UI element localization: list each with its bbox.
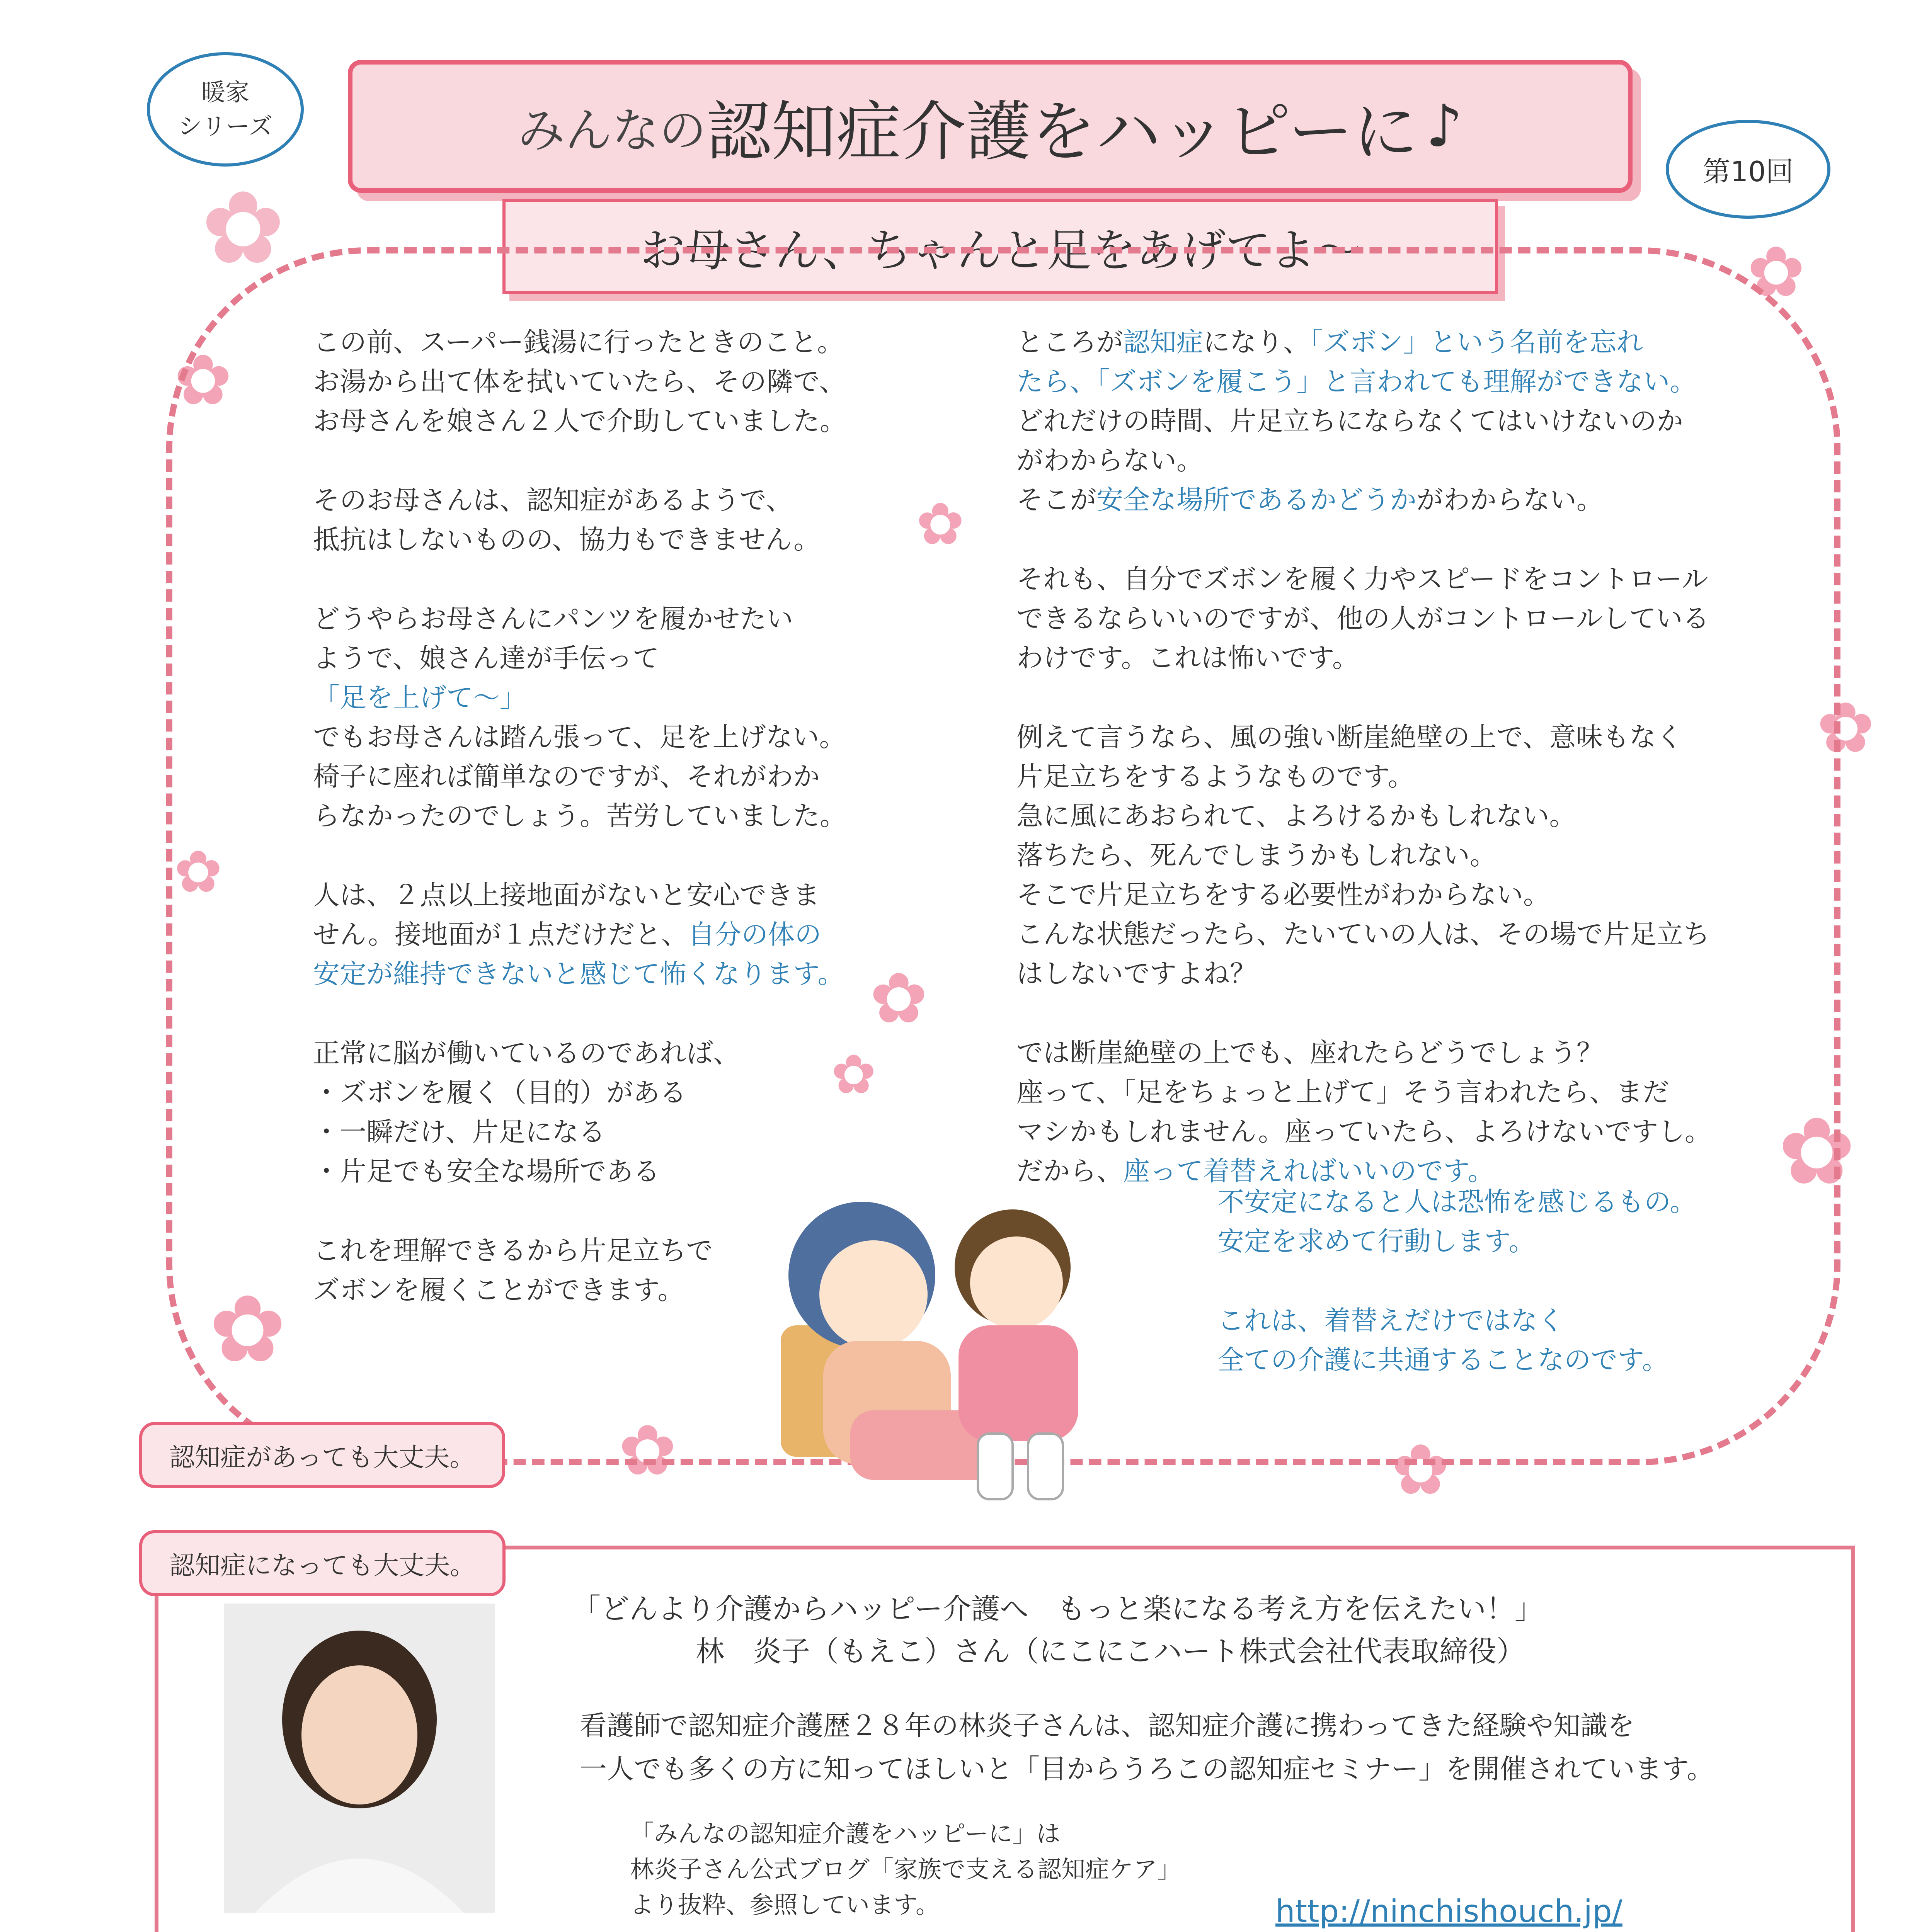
page-title — [348, 60, 1633, 193]
caregiver-leg-shape — [1028, 1434, 1063, 1499]
blossom-icon: ✿ — [209, 1275, 287, 1383]
series-line1: 暖家 — [201, 78, 249, 106]
elder-face-shape — [819, 1240, 928, 1349]
author-photo — [224, 1604, 495, 1913]
blossom-icon: ✿ — [916, 491, 965, 558]
highlight-text: 安定が維持できないと感じて怖くなります。 — [313, 959, 844, 990]
article-right-column — [1016, 323, 1786, 1231]
paragraph: 人は、２点以上接地面がないと安心できま せん。接地面が１点だけだと、自分の体の 安定が維持できないと感じて怖くなります。 — [313, 880, 844, 990]
blossom-icon: ✿ — [870, 958, 928, 1039]
cherry-tree-icon: ✿ — [201, 170, 285, 287]
highlight-text: 自分の体の — [688, 919, 822, 950]
author-bio: 看護師で認知症介護歴２８年の林炎子さんは、認知症介護に携わってきた経験や知識を 一人でも多くの方に知ってほしいと「目からうろこの認知症セミナー」を開催されています。 — [580, 1710, 1714, 1785]
blossom-icon: ✿ — [618, 1410, 677, 1491]
paragraph: ところが認知症になり、「ズボン」という名前を忘れ たら、「ズボンを履こう」と言われても理解ができない。 どれだけの時間、片足立ちにならなくてはいけないのか がわからない。 そこが安全な場所であるかどうかがわからない。 — [1016, 327, 1697, 515]
tag-text: 認知症になっても大丈夫。 — [169, 1551, 475, 1580]
blossom-icon: ✿ — [174, 340, 232, 421]
caregiver-body-shape — [958, 1325, 1078, 1441]
highlight-text: たら、「ズボンを履こう」と言われても理解ができない。 — [1016, 366, 1697, 397]
title-prefix: みんなの — [518, 103, 707, 158]
paragraph: 不安定になると人は恐怖を感じるもの。 安定を求めて行動します。 — [1217, 1187, 1697, 1257]
paragraph: では断崖絶壁の上でも、座れたらどうでしょう？ 座って、「足をちょっと上げて」そう言われたら、まだ マシかもしれません。座っていたら、よろけないですし。 だから、座って着替えればいいのです。 — [1016, 1037, 1712, 1187]
series-line2: シリーズ — [178, 112, 273, 140]
paragraph: 例えて言うなら、風の強い断崖絶壁の上で、意味もなく 片足立ちをするようなものです。 急に風にあおられて、よろけるかもしれない。 落ちたら、死んでしまうかもしれない。 そこで片足立ちをする必要性がわからない。 こんな状態だったら、たいていの人は、その場で片足立ち はしないですよね？ — [1016, 722, 1710, 989]
caregiver-face-shape — [970, 1236, 1063, 1329]
paragraph: この前、スーパー銭湯に行ったときのこと。 お湯から出て体を拭いていたら、その隣で、 お母さんを娘さん２人で介助していました。 — [313, 327, 846, 437]
blossom-icon: ✿ — [1391, 1430, 1450, 1510]
blossom-icon: ✿ — [831, 1043, 877, 1106]
reassurance-tag — [139, 1530, 506, 1596]
issue-badge — [1666, 120, 1830, 219]
paragraph: どうやらお母さんにパンツを履かせたい ようで、娘さん達が手伝って 「足を上げて～」 でもお母さんは踏ん張って、足を上げない。 椅子に座れば簡単なのですが、それがわか らなかったのでしょう。苦労していました。 — [313, 604, 846, 832]
title-main: 認知症介護をハッピーに — [706, 94, 1418, 170]
caregiver-illustration — [734, 1179, 1217, 1511]
paragraph: これは、着替えだけではなく 全ての介護に共通することなのです。 — [1217, 1305, 1669, 1376]
caregiver-leg-shape — [978, 1434, 1013, 1499]
blossom-icon: ✿ — [1817, 688, 1875, 769]
music-note-icon: ♪ — [1425, 93, 1463, 160]
highlight-text: 安全な場所であるかどうか — [1096, 485, 1416, 515]
highlight-text: 認知症 — [1123, 327, 1203, 358]
highlight-text: 座って着替えればいいのです。 — [1123, 1156, 1495, 1187]
issue-number: 第10回 — [1702, 155, 1794, 188]
paragraph: 正常に脳が働いているのであれば、 ・ズボンを履く（目的）がある ・一瞬だけ、片足になる ・片足でも安全な場所である — [313, 1038, 740, 1187]
portrait-image — [224, 1604, 495, 1913]
blossom-icon: ✿ — [1778, 1097, 1856, 1206]
author-quote: 「どんより介護からハッピー介護へ もっと楽になる考え方を伝えたい！」 — [572, 1592, 1544, 1626]
tag-text: 認知症があっても大丈夫。 — [169, 1442, 475, 1472]
blossom-icon: ✿ — [174, 838, 223, 906]
author-name: 林 炎子（もえこ）さん（にこにこハート株式会社代表取締役） — [696, 1635, 1525, 1668]
blossom-icon: ✿ — [1747, 232, 1805, 313]
highlight-text: 「ズボン」という名前を忘れ — [1310, 327, 1643, 358]
source-note: 「みんなの認知症介護をハッピーに」は 林炎子さん公式ブログ「家族で支える認知症ケア」 より抜粋、参照しています。 — [630, 1820, 1182, 1919]
blog-link[interactable]: http://ninchishouch.jp/ — [1275, 1893, 1622, 1929]
paragraph: それも、自分でズボンを履く力やスピードをコントロール できるならいいのですが、他の人がコントロールしている わけです。これは怖いです。 — [1016, 564, 1709, 673]
paragraph: そのお母さんは、認知症があるようで、 抵抗はしないものの、協力もできません。 — [313, 485, 821, 555]
reassurance-tag — [139, 1422, 505, 1488]
subtitle-text: お母さん、ちゃんと足をあげてよ～ — [640, 224, 1360, 277]
series-badge — [147, 52, 304, 167]
highlight-text: 「足を上げて～」 — [313, 682, 526, 713]
paragraph: これを理解できるから片足立ちで ズボンを履くことができます。 — [313, 1235, 713, 1306]
closing-message — [1217, 1182, 1778, 1420]
